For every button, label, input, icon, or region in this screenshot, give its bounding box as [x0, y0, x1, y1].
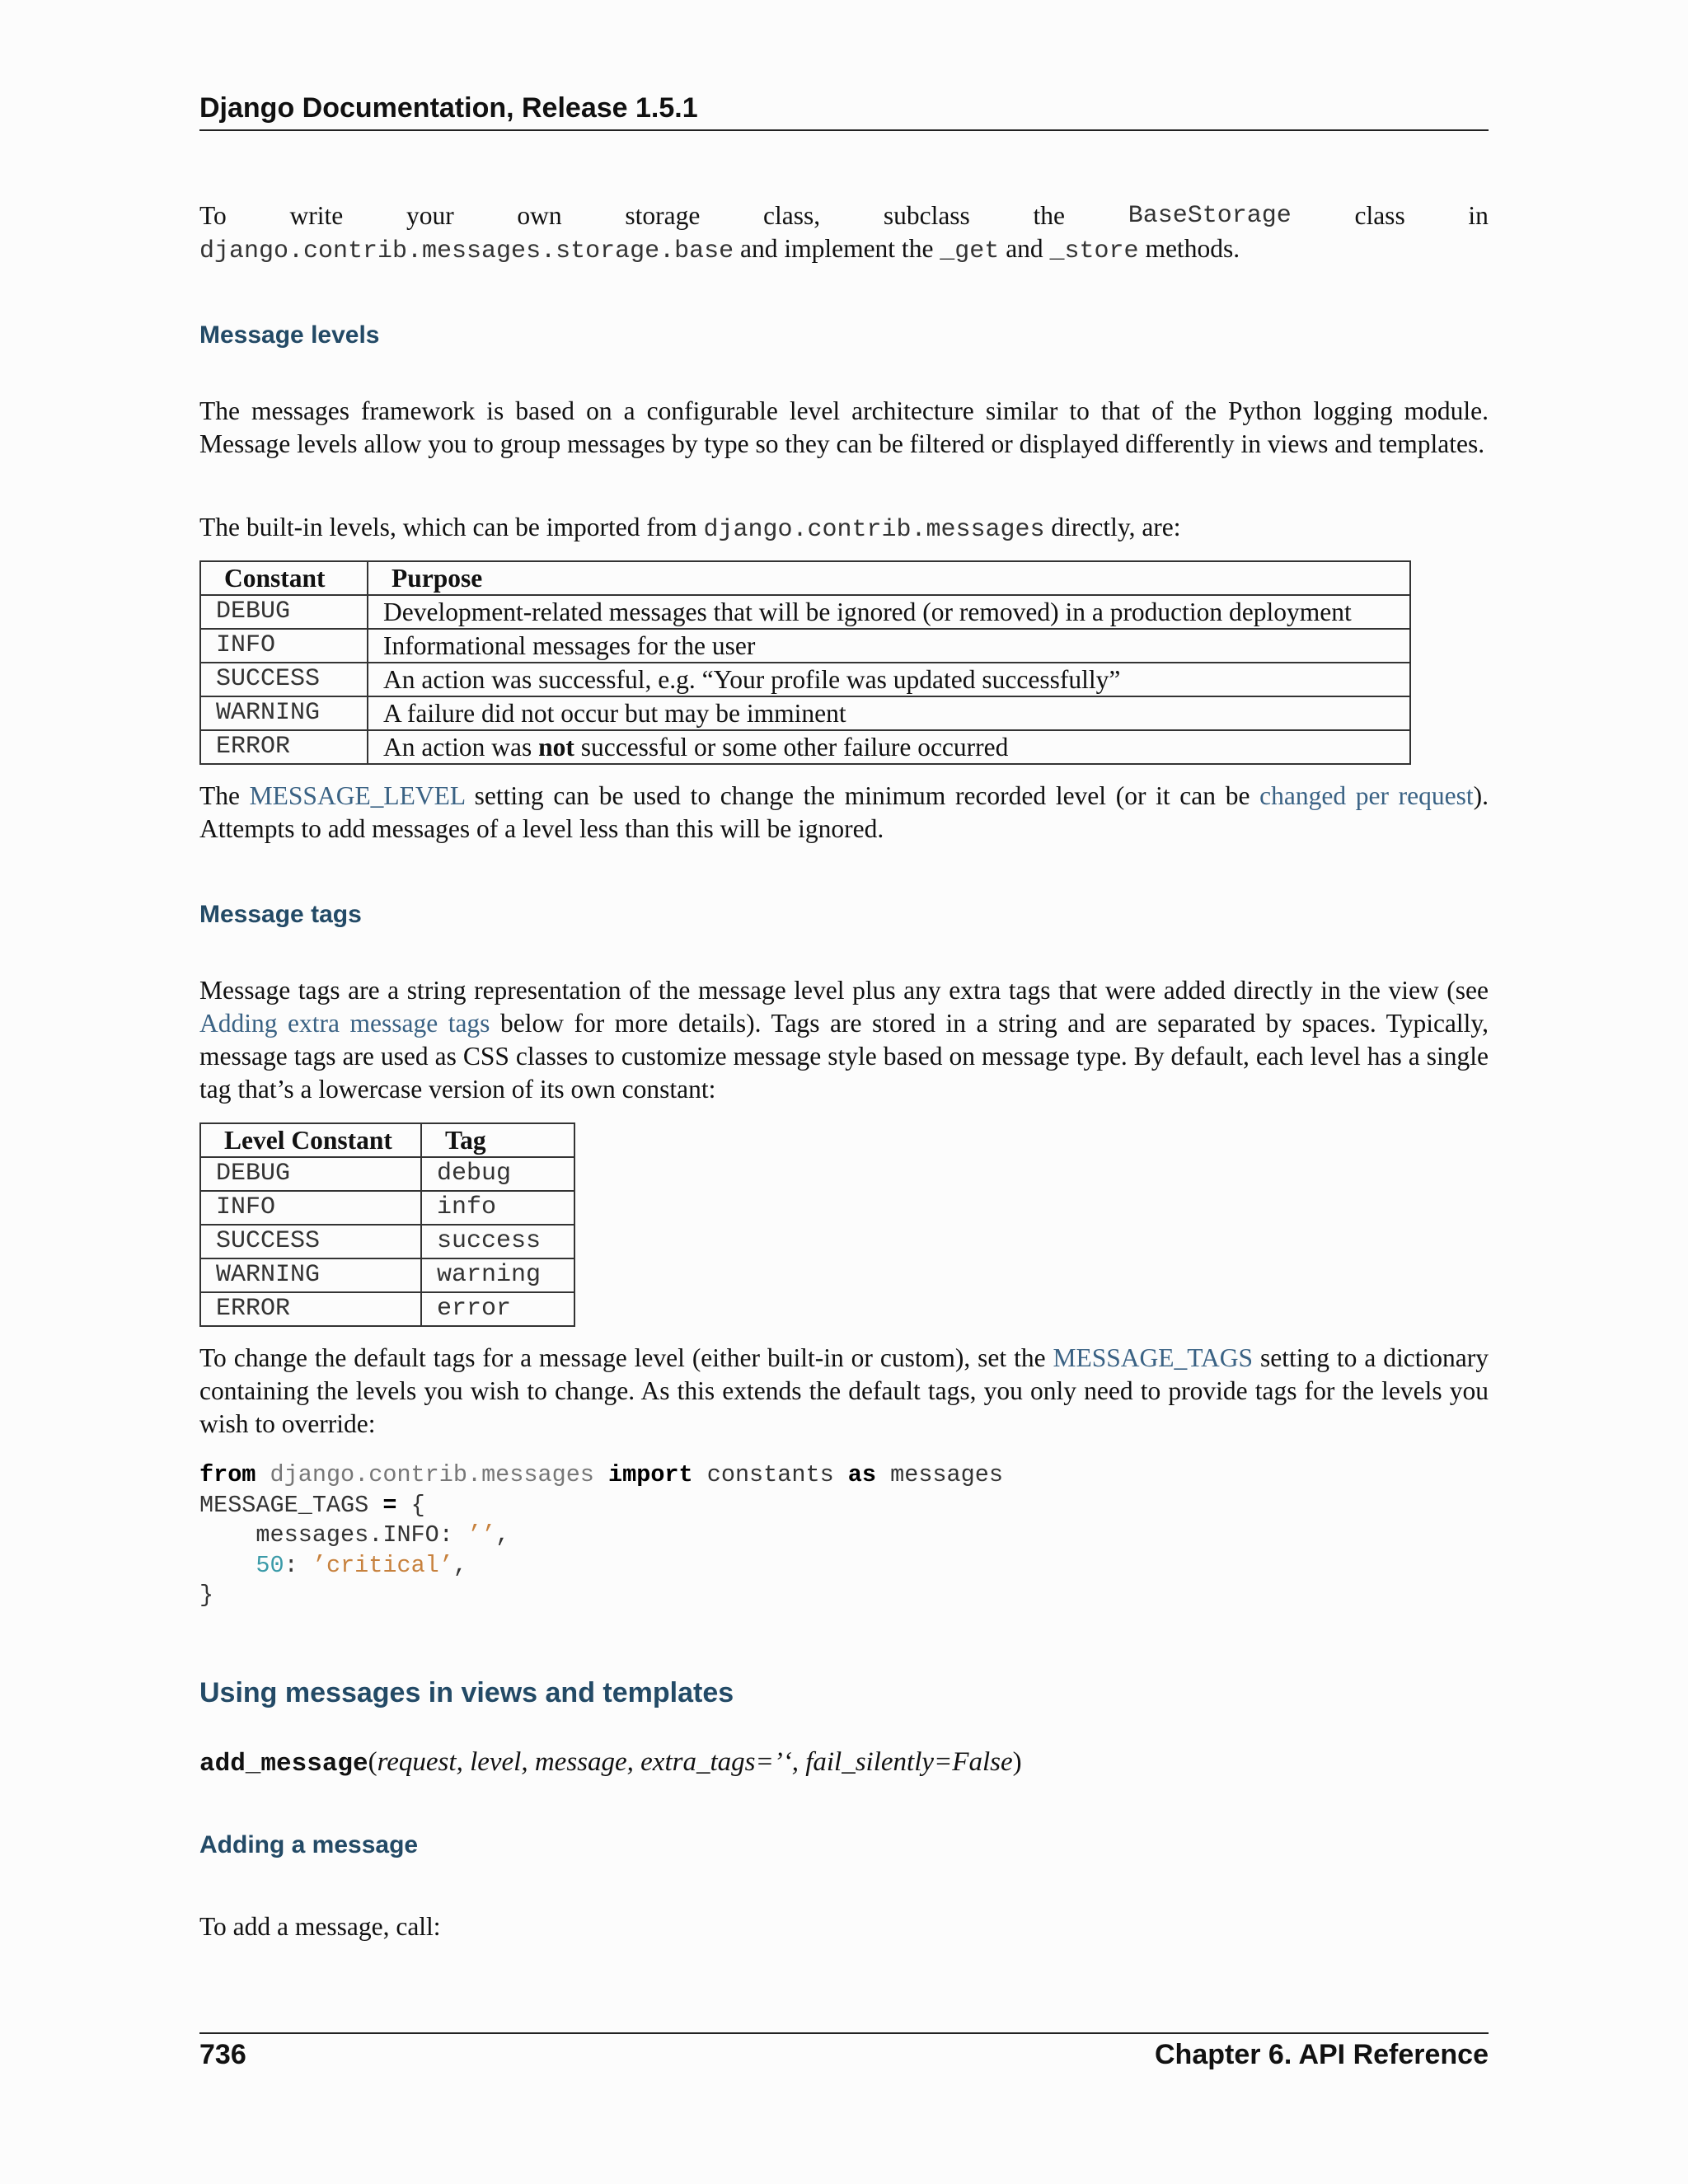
table-row: ERROR An action was not successful or some other failure occurred — [200, 730, 1410, 764]
table-row: ERROR error — [200, 1292, 574, 1326]
heading-using-messages: Using messages in views and templates — [199, 1677, 734, 1708]
code-basestorage: BaseStorage — [1128, 202, 1292, 230]
levels-table — [199, 560, 1411, 765]
intro-paragraph: To write your own storage class, subclass the BaseStorage class in django.contrib.messages.storage.base and implement the _get and _store methods. — [199, 201, 1489, 265]
function-signature: add_message(request, level, message, extra_tags=’‘, fail_silently=False) — [199, 1747, 1022, 1779]
page-footer — [199, 2039, 1489, 2071]
table-row: SUCCESS success — [200, 1225, 574, 1258]
table-row: WARNING warning — [200, 1258, 574, 1292]
function-name-add-message: add_message — [199, 1750, 368, 1779]
chapter-title: Chapter 6. API Reference — [1155, 2039, 1489, 2070]
heading-adding-a-message: Adding a message — [199, 1831, 419, 1858]
code-block: from django.contrib.messages import constants as messages MESSAGE_TAGS = { messages.INFO: ’’, 50: ’critical’, } — [199, 1461, 1003, 1609]
running-header: Django Documentation, Release 1.5.1 — [199, 92, 1489, 131]
heading-message-tags: Message tags — [199, 901, 362, 928]
link-message-tags[interactable]: MESSAGE_TAGS — [1053, 1343, 1254, 1372]
levels-paragraph-2: The built-in levels, which can be imported from django.contrib.messages directly, are: — [199, 513, 1181, 544]
table-header-row: Level Constant Tag — [200, 1123, 574, 1157]
levels-paragraph-1: The messages framework is based on a configurable level architecture similar to that of the Python logging module. Message levels allow you to group messages by type so they can be filtered or displayed differently in views and templates. — [199, 396, 1489, 458]
page-number: 736 — [199, 2039, 246, 2070]
tags-paragraph-1: Message tags are a string representation of the message level plus any extra tags that were added directly in the view (see Adding extra message tags below for more details). Tags are stored in a string and are separated by spaces. Typically, message tags are used as CSS classes to customize message style based on message type. By default, each level has a single tag that’s a lowercase version of its own constant: — [199, 976, 1489, 1104]
link-message-level[interactable]: MESSAGE_LEVEL — [249, 781, 465, 810]
link-changed-per-request[interactable]: changed per request — [1259, 781, 1474, 810]
table-row: INFO Informational messages for the user — [200, 629, 1410, 663]
table-row: SUCCESS An action was successful, e.g. “Your profile was updated successfully” — [200, 663, 1410, 696]
table-row: WARNING A failure did not occur but may be imminent — [200, 696, 1410, 730]
table-row: DEBUG debug — [200, 1157, 574, 1191]
adding-paragraph: To add a message, call: — [199, 1912, 441, 1941]
heading-message-levels: Message levels — [199, 321, 380, 349]
table-row: DEBUG Development-related messages that will be ignored (or removed) in a production deployment — [200, 595, 1410, 629]
code-storage-base: django.contrib.messages.storage.base — [199, 237, 734, 265]
table-row: INFO info — [200, 1191, 574, 1225]
link-adding-extra-message-tags[interactable]: Adding extra message tags — [199, 1009, 490, 1038]
tags-paragraph-2: To change the default tags for a message level (either built-in or custom), set the MESSAGE_TAGS setting to a dictionary containing the levels you wish to change. As this extends the default tags, you only need to provide tags for the levels you wish to override: — [199, 1343, 1489, 1438]
table-header-row: Constant Purpose — [200, 561, 1410, 595]
footer-rule — [199, 2032, 1489, 2034]
code-get: _get — [940, 237, 1000, 265]
code-django-contrib-messages: django.contrib.messages — [703, 516, 1045, 544]
levels-paragraph-3: The MESSAGE_LEVEL setting can be used to change the minimum recorded level (or it can be changed per request). Attempts to add messages of a level less than this will be ignored. — [199, 781, 1489, 843]
tags-table — [199, 1122, 575, 1327]
code-store: _store — [1049, 237, 1139, 265]
